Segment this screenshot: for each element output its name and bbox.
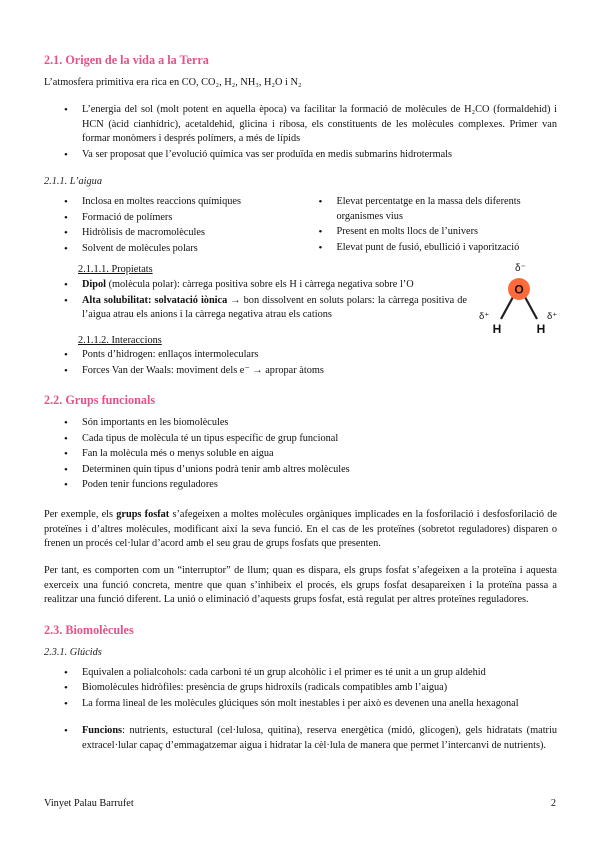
water-molecule-diagram <box>475 261 565 341</box>
list-item: • La forma lineal de les molècules glúciques són molt inestables i per això es devenen una anella hexagonal <box>82 697 557 712</box>
solubilitat-term: Alta solubilitat: solvatació iònica <box>82 294 228 306</box>
oxygen-label: O <box>514 282 524 297</box>
footer-author: Vinyet Palau Barrufet <box>44 798 134 809</box>
paragraph-grups-fosfat <box>44 508 557 552</box>
list-item: • Ponts d’hidrogen: enllaços intermoleculars <box>82 348 557 363</box>
water-right-list <box>303 195 558 257</box>
list-item <box>82 278 467 293</box>
grups-fosfat-term: grups fosfat <box>116 509 170 521</box>
list-item: • Forces Van der Waals: moviment dels e⁻ → apropar àtoms <box>82 364 557 379</box>
list-item: • L’energia del sol (molt potent en aquella època) va facilitar la formació de molècules de H₂CO (formaldehid) i HCN (àcid cianhídric), acetaldehid, glicina i ribosa, els constituents de les molècules complexes. Primer van formar monòmers i després polímers, a més de lípids <box>82 103 557 147</box>
list-item: • Biomolècules hidròfiles: presència de grups hidroxils (radicals compatibles amb l’aigua) <box>82 681 557 696</box>
delta-plus-left-label: δ⁺ <box>479 311 490 323</box>
propietats-block <box>44 263 558 337</box>
paragraph-text: s’afegeixen a moltes molècules orgàniques implicades en la fosforilació i desfosforilació de proteïnes i d’altres molècules, modificant així la seva funció. En el cas de les proteïnes (sobretot reguladores) disparen o frenen un procés cel·lular d’acord amb el seu grau de grups fosfats que presenten. <box>44 509 557 550</box>
funcions-text: : nutrients, estuctural (cel·lulosa, quitina), reserva energètica (midó, glicogen), gels hidratats (matriu extracel·lular capaç d’emmagatzemar aigua i hidratar la cèl·lula de manera que permet l’intercanvi de nutrients). <box>82 725 557 752</box>
solubilitat-text: → bon dissolvent en soluts polars: la càrrega positiva de l’aigua atrau els anions i la càrrega negativa atrau els cations <box>82 294 467 321</box>
page-content <box>44 52 557 755</box>
list-item: • Present en molts llocs de l’univers <box>337 225 558 240</box>
bond-left <box>501 297 513 319</box>
section-title-biomolecules: 2.3. Biomolècules <box>44 622 134 637</box>
list-item: • Són importants en les biomolècules <box>82 416 557 431</box>
subsection-title-glucids: 2.3.1. Glúcids <box>44 647 102 659</box>
hydrogen-right-label: H <box>536 322 546 337</box>
list-item: • Inclosa en moltes reaccions químiques <box>82 195 303 210</box>
list-item: • Equivalen a polialcohols: cada carboni té un grup alcohòlic i el primer es té unit a un grup aldehid <box>82 666 557 681</box>
list-item: • Elevat punt de fusió, ebullició i vaporització <box>337 241 558 256</box>
delta-plus-right-label: δ⁺ <box>547 311 558 323</box>
glucids-list <box>44 666 557 712</box>
paragraph-text: Per exemple, els <box>44 509 117 521</box>
list-item: • Fan la molècula més o menys soluble en aigua <box>82 447 557 462</box>
list-item: • Determinen quin tipus d’unions podrà tenir amb altres molècules <box>82 463 557 478</box>
atmosphere-label: L’atmosfera primitiva era rica en <box>44 77 180 89</box>
dipol-term: Dipol <box>82 279 107 291</box>
list-item: • Va ser proposat que l’evolució química vas ser produïda en medis submarins hidrotermals <box>82 148 557 163</box>
page-footer <box>44 797 556 812</box>
subsection-title-aigua: 2.1.1. L’aigua <box>44 176 102 188</box>
list-item: • Solvent de molècules polars <box>82 242 303 257</box>
subsubsection-title-propietats: 2.1.1.1. Propietats <box>78 264 153 276</box>
origen-bullet-list <box>44 103 557 162</box>
section-title-grups-funcionals: 2.2. Grups funcionals <box>44 392 156 407</box>
list-item <box>82 724 557 753</box>
grups-funcionals-list <box>44 416 557 493</box>
page-number: 2 <box>550 798 556 809</box>
funcions-list <box>44 724 557 753</box>
list-item: • Poden tenir funcions reguladores <box>82 478 557 493</box>
hydrogen-left-label: H <box>492 322 502 337</box>
list-item <box>82 294 467 323</box>
paragraph-interruptor: Per tant, es comporten com un “interruptor” de llum; quan es dispara, els grups fosfat s’afegeixen a la proteïna i aquesta exerceix una funció concreta, mentre que quan s’inhibeix el procés, els grups fosfat desapareixen i la proteïna passa a realitzar una funció diferent. La unió o eliminació d’aquests grups fosfat, està regulat per altres proteïnes reguladores. <box>44 564 557 606</box>
list-item: • Elevat percentatge en la massa dels diferents organismes vius <box>337 195 558 224</box>
subsubsection-title-interaccions: 2.1.1.2. Interaccions <box>78 334 162 346</box>
delta-minus-label: δ⁻ <box>515 263 526 275</box>
section-title-origen: 2.1. Origen de la vida a la Terra <box>44 53 209 67</box>
atmosphere-sentence <box>44 76 557 91</box>
bond-right <box>525 297 537 319</box>
dipol-text: (molècula polar): càrrega positiva sobre els H i càrrega negativa sobre l’O <box>106 279 414 291</box>
list-item: • Hidròlisis de macromolècules <box>82 226 303 241</box>
water-left-list <box>44 195 303 257</box>
funcions-term: Funcions <box>82 725 123 737</box>
water-properties-columns <box>44 195 557 257</box>
list-item: • Cada tipus de molècula té un tipus específic de grup funcional <box>82 432 557 447</box>
atmosphere-formula: CO, CO₂, H₂, NH₃, H₂O i N₂ <box>181 77 302 89</box>
list-item: • Formació de polímers <box>82 211 303 226</box>
interaccions-list <box>44 348 557 378</box>
